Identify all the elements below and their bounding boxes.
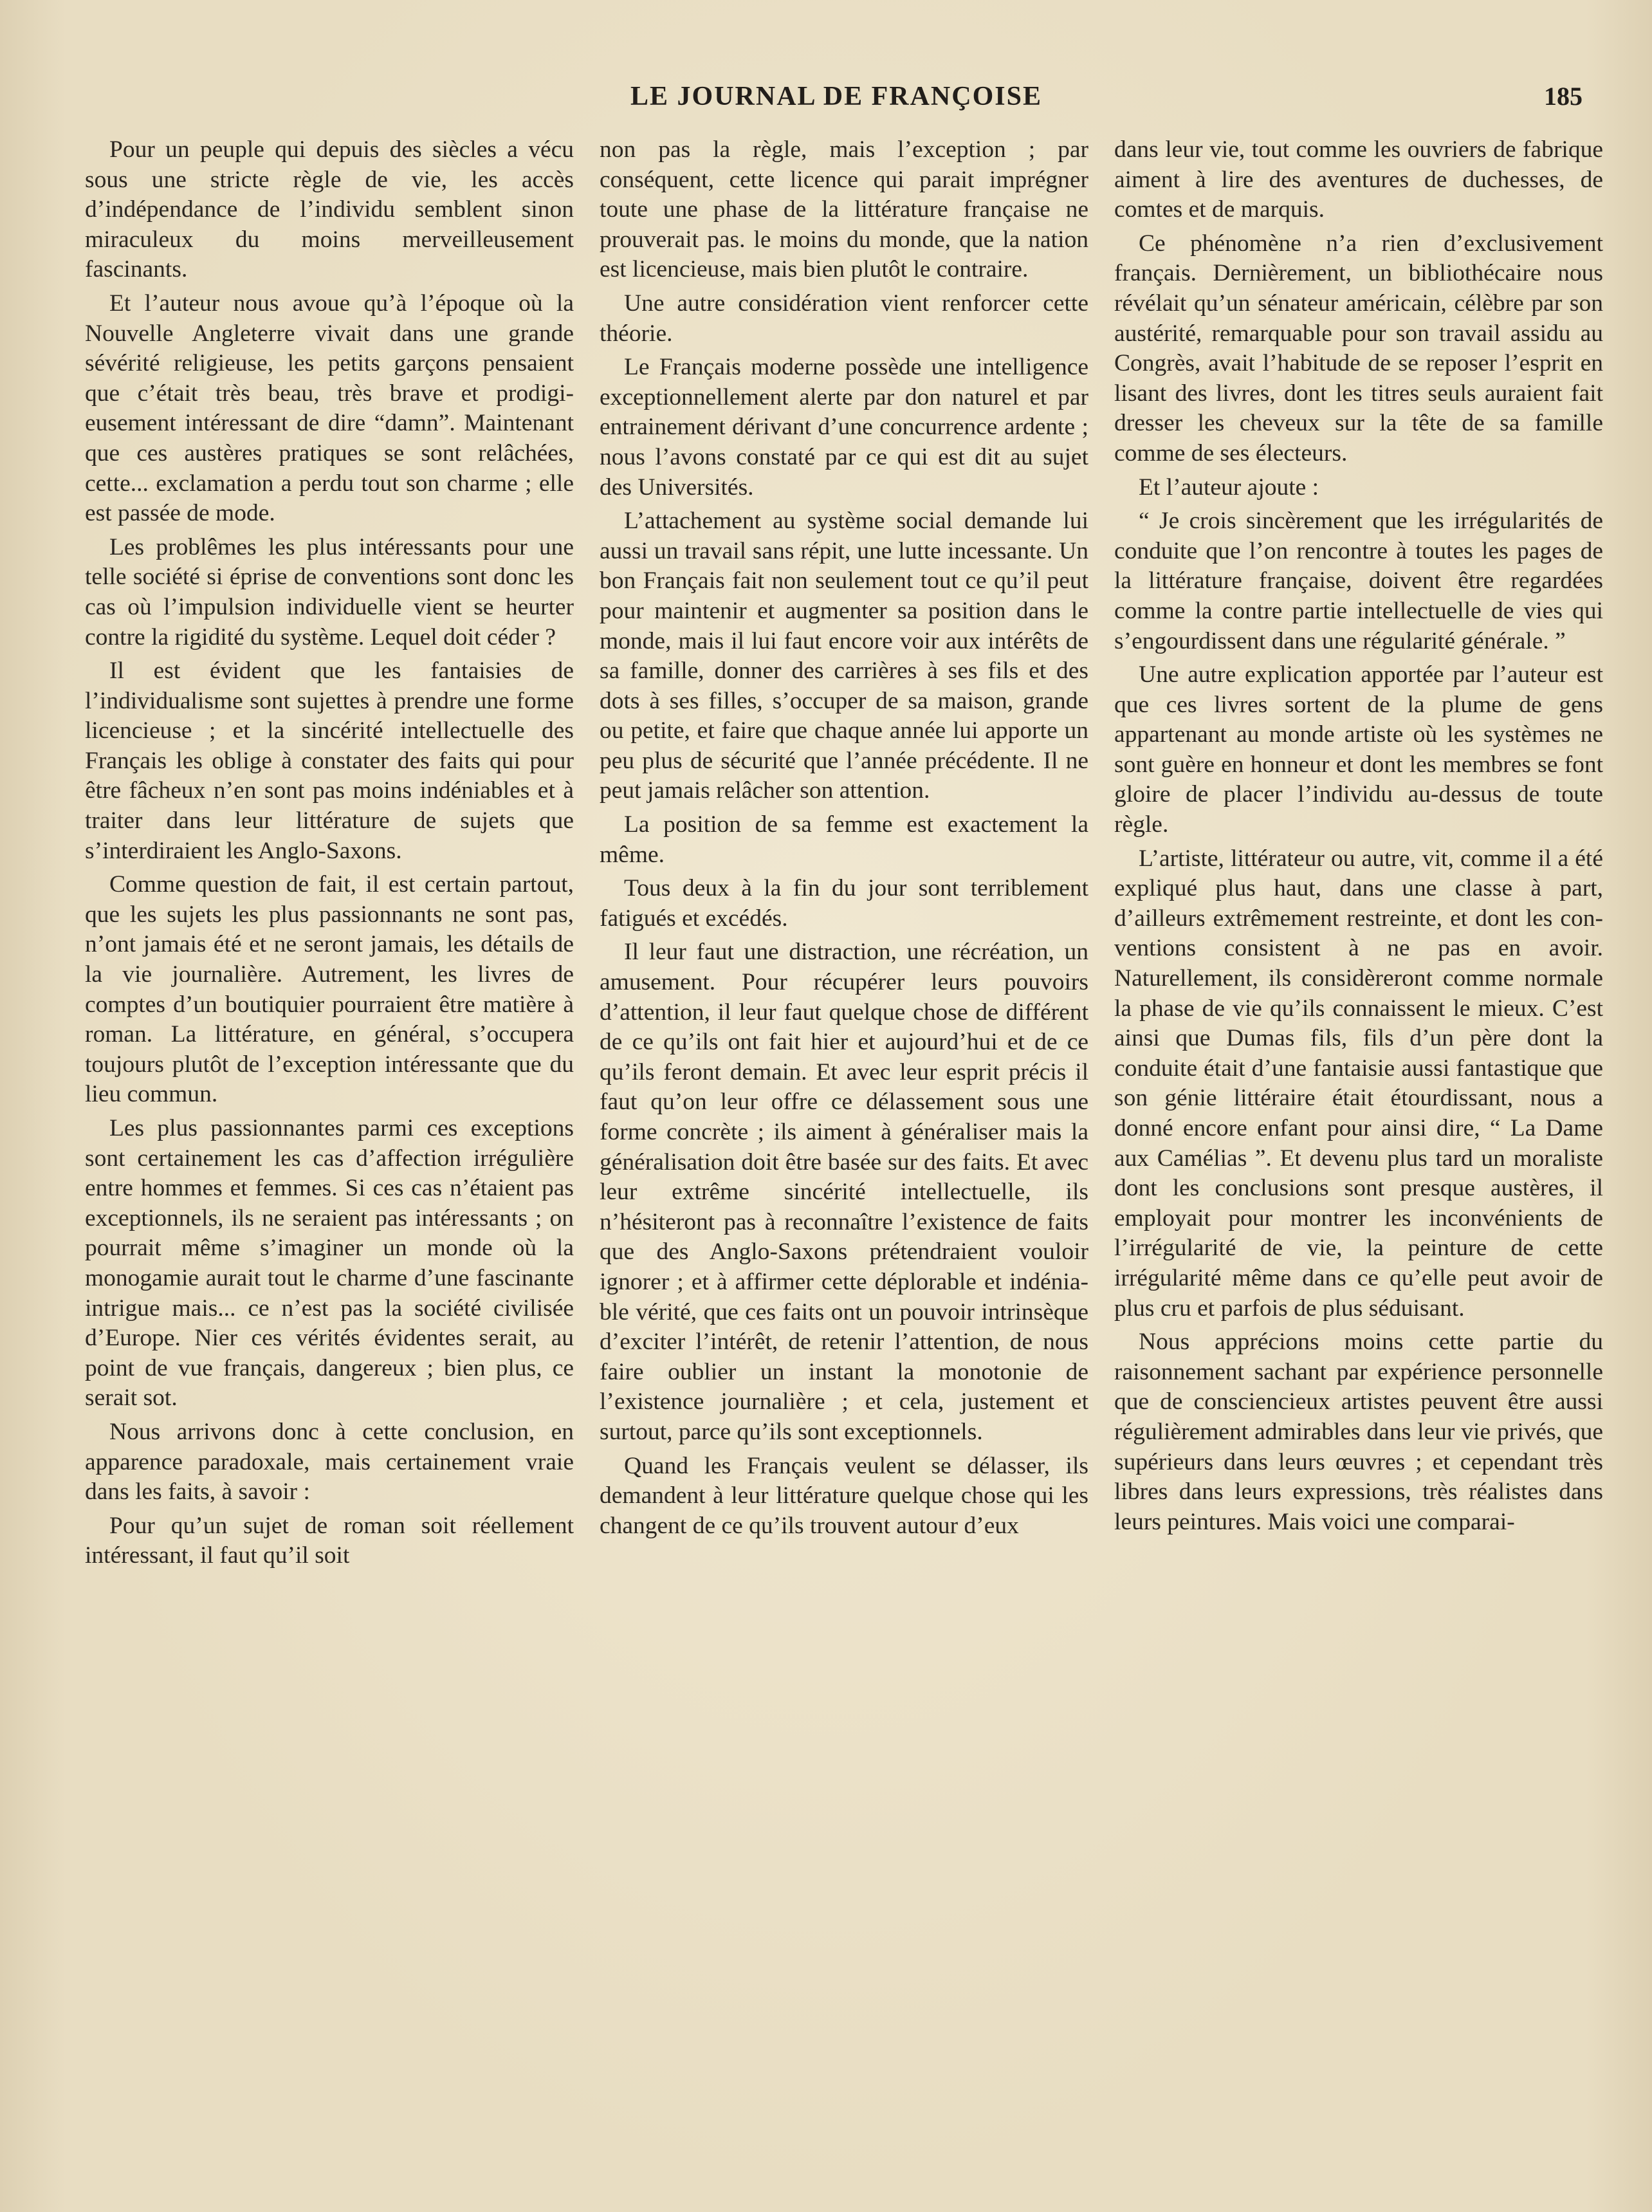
paragraph: dans leur vie, tout comme les ouvriers de fabrique aiment à lire des aventures de duchesses, de comtes et de marquis. [1114, 136, 1603, 223]
running-header [90, 76, 1583, 121]
paragraph: Une autre explication apportée par l’auteur est que ces livres sortent de la plume de gens appartenant au monde artiste où les systèmes ne sont guère en honneur et dont les membres se font gloire de placer l’individu au-dessus de toute règle. [1114, 661, 1603, 838]
page-number: 185 [1544, 82, 1583, 111]
paragraph: Il leur faut une distraction, une récréation, un amusement. Pour récupérer leurs pouvoirs d’attention, il leur faut quelque chose de différent de ce qu’ils ont fait hier et aujourd’hui et de ce qu’ils feront demain. Et avec leur esprit précis il faut qu’on leur offre ce délassement sous une forme concrète ; ils aiment à généraliser mais la généralisation doit être basée sur des faits. Et avec leur extrême sincérité intellectuelle, ils n’hésiteront pas à reconnaître l’existence de faits que des Anglo-Saxons prétendraient vouloir ignorer ; et à affirmer cette déplorable et indéniable vérité, que ces faits ont un pouvoir intrinsèque d’exciter l’intérêt, de retenir l’attention, de nous faire oublier un instant la monotonie de l’existence journalière ; et cela, justement et surtout, parce qu’ils sont exceptionnels. [600, 939, 1088, 1445]
paragraph: Comme question de fait, il est certain partout, que les sujets les plus passionnants ne sont pas, n’ont jamais été et ne seront jamais, les détails de la vie journalière. Autrement, les livres de comptes d’un boutiquier pourraient être matière à roman. La littérature, en général, s’occupera toujours plutôt de l’exception intéressante que du lieu commun. [85, 871, 574, 1108]
paragraph: Le Français moderne possède une intelligence exceptionnellement alerte par don naturel et par entrainement dérivant d’une concurrence ardente ; nous l’avons constaté par ce qui est dit au sujet des Universités. [600, 354, 1088, 501]
column-1 [85, 135, 574, 1575]
paragraph: Quand les Français veulent se délasser, ils demandent à leur littérature quelque chose qui les changent de ce qu’ils trouvent autour d’eux [600, 1452, 1088, 1539]
paragraph: non pas la règle, mais l’exception ; par conséquent, cette licence qui parait imprégner toute une phase de la littérature française ne prouverait pas. le moins du monde, que la nation est licencieuse, mais bien plutôt le contraire. [600, 136, 1088, 283]
paragraph: Les plus passionnantes parmi ces exceptions sont certainement les cas d’affection irrégulière entre hommes et femmes. Si ces cas n’étaient pas exceptionnels, ils ne seraient pas intéressants ; on pourrait même s’imaginer un monde où la monogamie aurait tout le charme d’une fascinante intrigue mais... ce n’est pas la société civilisée d’Europe. Nier ces vérités évidentes serait, au point de vue français, dangereux ; bien plus, ce serait sot. [85, 1115, 574, 1412]
column-3 [1114, 135, 1603, 1575]
paragraph: La position de sa femme est exactement la même. [600, 811, 1088, 868]
paragraph: Les problêmes les plus intéressants pour une telle société si éprise de conventions sont donc les cas où l’impulsion individuelle vient se heurter contre la rigidité du système. Lequel doit céder ? [85, 533, 574, 650]
text-columns [85, 135, 1603, 1575]
paragraph: Pour un peuple qui depuis des siècles a vécu sous une stricte règle de vie, les accès d’indépendance de l’individu semblent sinon miraculeux du moins merveilleusement fascinants. [85, 136, 574, 283]
paragraph: Et l’auteur ajoute : [1139, 474, 1319, 501]
paragraph: Et l’auteur nous avoue qu’à l’époque où la Nouvelle Angleterre vivait dans une grande sévérité religieuse, les petits garçons pensaient que c’était très beau, très brave et prodigieusement intéressant de dire “damn”. Maintenant que ces austères pratiques se sont relâchées, cette... exclamation a perdu tout son charme ; elle est passée de mode. [85, 290, 574, 527]
paragraph: L’artiste, littérateur ou autre, vit, comme il a été expliqué plus haut, dans une classe à part, d’ailleurs extrêmement restreinte, et dont les conventions consistent à ne pas en avoir. Naturellement, ils considèreront comme normale la phase de vie qu’ils connaissent le mieux. C’est ainsi que Dumas fils, fils d’un père dont la conduite était d’une fantaisie aussi fantastique que son génie littéraire était étourdissant, nous a donné encore enfant pour ainsi dire, “ La Dame aux Camélias ”. Et devenu plus tard un moraliste dont les conclusions sont presque austères, il employait pour montrer les inconvénients de l’irrégularité de vie, la peinture de cette irrégularité même dans ce qu’elle peut avoir de plus cru et parfois de plus séduisant. [1114, 845, 1603, 1322]
paragraph: Il est évident que les fantaisies de l’individualisme sont sujettes à prendre une forme licencieuse ; et la sincérité intellectuelle des Français les oblige à constater des faits qui pour être fâcheux n’en sont pas moins indéniables et à traiter dans leur littérature de sujets que s’interdiraient les Anglo-Saxons. [85, 658, 574, 864]
paragraph: Nous apprécions moins cette partie du raisonnement sachant par expérience personnelle que de consciencieux artistes peuvent être aussi régulièrement admirables dans leur vie privés, que supérieurs dans leurs œuvres ; et cependant très libres dans leurs expressions, très réalistes dans leurs peintures. Mais voici une comparai- [1114, 1329, 1603, 1535]
journal-title: LE JOURNAL DE FRANÇOISE [630, 82, 1042, 111]
paragraph: Nous arrivons donc à cette conclusion, en apparence paradoxale, mais certainement vraie dans les faits, à savoir : [85, 1418, 574, 1506]
paragraph: Une autre considération vient renforcer cette théorie. [600, 290, 1088, 347]
paragraph: Ce phénomène n’a rien d’exclusivement français. Dernièrement, un bibliothécaire nous révélait qu’un sénateur américain, célèbre par son austérité, remarquable pour son travail assidu au Congrès, avait l’habitude de se reposer l’esprit en lisant des livres, dont les titres seuls auraient fait dresser les cheveux sur la tête de sa famille comme de ses électeurs. [1114, 230, 1603, 466]
paragraph: L’attachement au système social demande lui aussi un travail sans répit, une lutte incessante. Un bon Français fait non seulement tout ce qu’il peut pour maintenir et augmenter sa position dans le monde, mais il lui faut encore voir aux intérêts de sa famille, donner des carrières à ses fils et des dots à ses filles, s’occuper de sa maison, grande ou petite, et faire que chaque année lui apporte un peu plus de sécurité que l’année précédente. Il ne peut jamais relâcher son attention. [600, 508, 1088, 804]
paragraph: Pour qu’un sujet de roman soit réellement intéressant, il faut qu’il soit [85, 1512, 574, 1569]
paragraph: Tous deux à la fin du jour sont terriblement fatigués et excédés. [600, 875, 1088, 932]
paragraph: “ Je crois sincèrement que les irrégularités de conduite que l’on rencontre à toutes les pages de la littérature française, doivent être regardées comme la contre partie intellectuelle de vies qui s’engourdissent dans une régularité générale. ” [1114, 508, 1603, 654]
column-2 [600, 135, 1088, 1575]
